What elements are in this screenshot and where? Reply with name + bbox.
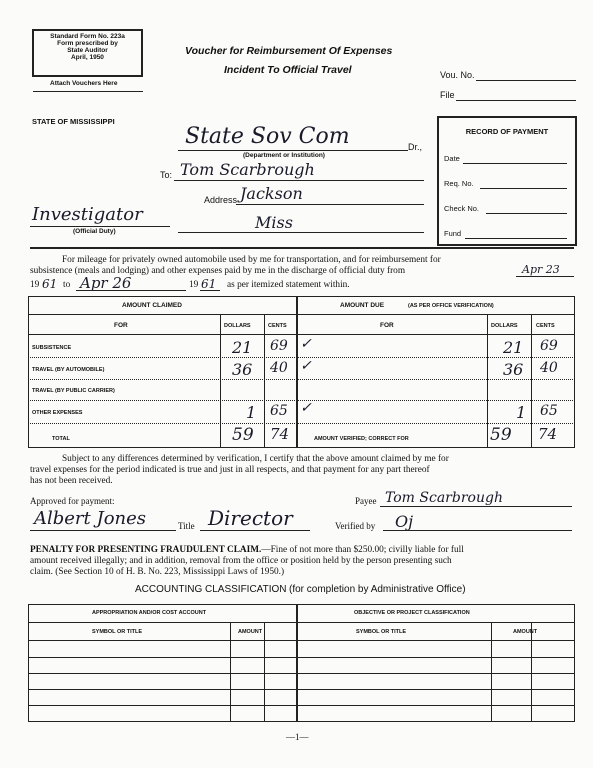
rop-req-no: Req. No. — [444, 179, 474, 188]
claimed-col-cents: CENTS — [268, 323, 287, 329]
itemized-text: as per itemized statement within. — [227, 280, 350, 290]
due-col-dollars: DOLLARS — [491, 323, 518, 329]
certify-line-3: has not been received. — [30, 476, 113, 486]
rop-date: Date — [444, 154, 460, 163]
row-label-total: TOTAL — [52, 436, 70, 442]
left-symbol-col: SYMBOL OR TITLE — [92, 629, 143, 635]
state-label: STATE OF MISSISSIPPI — [32, 117, 115, 126]
amount-due-note: (AS PER OFFICE VERIFICATION) — [408, 303, 494, 309]
amount-claimed-title: AMOUNT CLAIMED — [122, 302, 182, 309]
penalty-line-2: amount received illegally; and in addition, removal from the office or position held by the person presenting such — [30, 556, 452, 566]
to-word: to — [63, 280, 71, 290]
payee-label: Payee — [355, 496, 377, 506]
row-check-other: ✓ — [300, 400, 312, 416]
mileage-line-1: For mileage for privately owned automobile used by me for transportation, and for reimbursement for — [62, 255, 441, 265]
due-col-for: FOR — [380, 322, 394, 329]
address-value-2: Miss — [255, 213, 293, 232]
year-1: 61 — [42, 277, 58, 291]
rop-check-no: Check No. — [444, 204, 480, 213]
title-label: Title — [178, 521, 195, 531]
right-symbol-col: SYMBOL OR TITLE — [356, 629, 407, 635]
row-check-automobile: ✓ — [300, 358, 312, 374]
row-label-automobile: TRAVEL (BY AUTOMOBILE) — [32, 367, 105, 373]
file-label: File — [440, 90, 455, 100]
left-amount-col: AMOUNT — [238, 629, 263, 635]
verified-by-label: Verified by — [335, 521, 376, 531]
certify-line-2: travel expenses for the period indicated is true and just in all respects, and that payment for any part thereof — [30, 465, 430, 475]
form-auditor: State Auditor — [67, 47, 108, 54]
penalty-line-1 — [30, 545, 464, 556]
official-duty-caption: (Official Duty) — [73, 228, 116, 235]
row-dollars-other: 1 — [246, 403, 257, 422]
row-check-subsistence: ✓ — [300, 336, 312, 352]
to-label: To: — [160, 170, 173, 180]
official-duty-value: Investigator — [32, 204, 143, 225]
record-of-payment-title: RECORD OF PAYMENT — [465, 127, 549, 136]
from-date: Apr 23 — [522, 263, 560, 276]
attach-vouchers: Attach Vouchers Here — [50, 80, 118, 87]
form-number: Standard Form No. 223a — [50, 33, 125, 40]
row-dollars-automobile: 36 — [232, 360, 253, 379]
right-amount-col: AMOUNT — [513, 629, 538, 635]
year-prefix-1: 19 — [30, 280, 40, 290]
department-caption: (Department or Institution) — [243, 152, 325, 159]
department-value: State Sov Com — [185, 124, 350, 149]
penalty-line-3: claim. (See Section 10 of H. B. No. 223, Mississippi Laws of 1950.) — [30, 567, 285, 577]
row-due-dollars-other: 1 — [516, 403, 527, 422]
objective-header: OBJECTIVE OR PROJECT CLASSIFICATION — [354, 610, 470, 616]
voucher-title: Voucher for Reimbursement Of Expenses — [185, 45, 393, 57]
voucher-subtitle: Incident To Official Travel — [224, 64, 352, 76]
form-date: April, 1950 — [71, 54, 104, 61]
penalty-line-1-rest: —Fine of not more than $250.00; civilly liable for full — [261, 545, 464, 555]
row-cents-automobile: 40 — [270, 360, 288, 376]
row-due-cents-total: 74 — [538, 425, 558, 443]
payee-value: Tom Scarbrough — [385, 490, 503, 506]
amount-due-title: AMOUNT DUE — [340, 302, 385, 309]
vou-no-label: Vou. No. — [440, 70, 475, 80]
approved-label: Approved for payment: — [30, 496, 115, 506]
row-due-cents-automobile: 40 — [540, 360, 558, 376]
row-cents-subsistence: 69 — [270, 338, 288, 354]
row-due-cents-other: 65 — [540, 403, 558, 419]
penalty-heading: PENALTY FOR PRESENTING FRAUDULENT CLAIM. — [30, 545, 262, 555]
form-prescribed: Form prescribed by — [57, 40, 118, 47]
year-prefix-2: 19 — [189, 280, 199, 290]
form-id-box — [32, 29, 143, 77]
address-label: Address — [204, 195, 238, 205]
accounting-title: ACCOUNTING CLASSIFICATION — [135, 584, 287, 595]
approver-signature: Albert Jones — [34, 508, 147, 529]
row-due-dollars-subsistence: 21 — [503, 338, 524, 357]
rop-fund: Fund — [444, 229, 462, 238]
accounting-heading — [135, 584, 466, 595]
certify-line-1: Subject to any differences determined by verification, I certify that the above amount claimed by me for — [62, 454, 449, 464]
appropriation-header: APPROPRIATION AND/OR COST ACCOUNT — [92, 610, 207, 616]
row-dollars-total: 59 — [232, 425, 254, 445]
accounting-subtitle: (for completion by Administrative Office) — [289, 584, 466, 595]
title-value: Director — [208, 506, 293, 530]
row-label-other-expenses: OTHER EXPENSES — [32, 410, 83, 416]
claimed-col-for: FOR — [114, 322, 128, 329]
claimed-col-dollars: DOLLARS — [224, 323, 251, 329]
dr-label: Dr., — [408, 142, 423, 152]
page-number: —1— — [286, 732, 309, 742]
mileage-line-2: subsistence (meals and lodging) and other expenses paid by me in the discharge of official duty from — [30, 266, 406, 276]
row-due-cents-subsistence: 69 — [540, 338, 558, 354]
to-value: Tom Scarbrough — [180, 160, 315, 179]
row-dollars-subsistence: 21 — [232, 338, 253, 357]
row-label-public-carrier: TRAVEL (BY PUBLIC CARRIER) — [32, 388, 115, 394]
row-cents-other: 65 — [270, 403, 288, 419]
year-2: 61 — [201, 277, 217, 291]
due-col-cents: CENTS — [536, 323, 555, 329]
verified-by-value: Oj — [395, 512, 414, 531]
row-due-dollars-automobile: 36 — [503, 360, 524, 379]
address-value: Jackson — [240, 184, 303, 203]
row-cents-total: 74 — [270, 425, 290, 443]
row-label-subsistence: SUBSISTENCE — [32, 345, 72, 351]
to-date: Apr 26 — [80, 274, 132, 292]
row-due-dollars-total: 59 — [490, 425, 512, 445]
amount-verified-label: AMOUNT VERIFIED; CORRECT FOR — [314, 436, 409, 442]
